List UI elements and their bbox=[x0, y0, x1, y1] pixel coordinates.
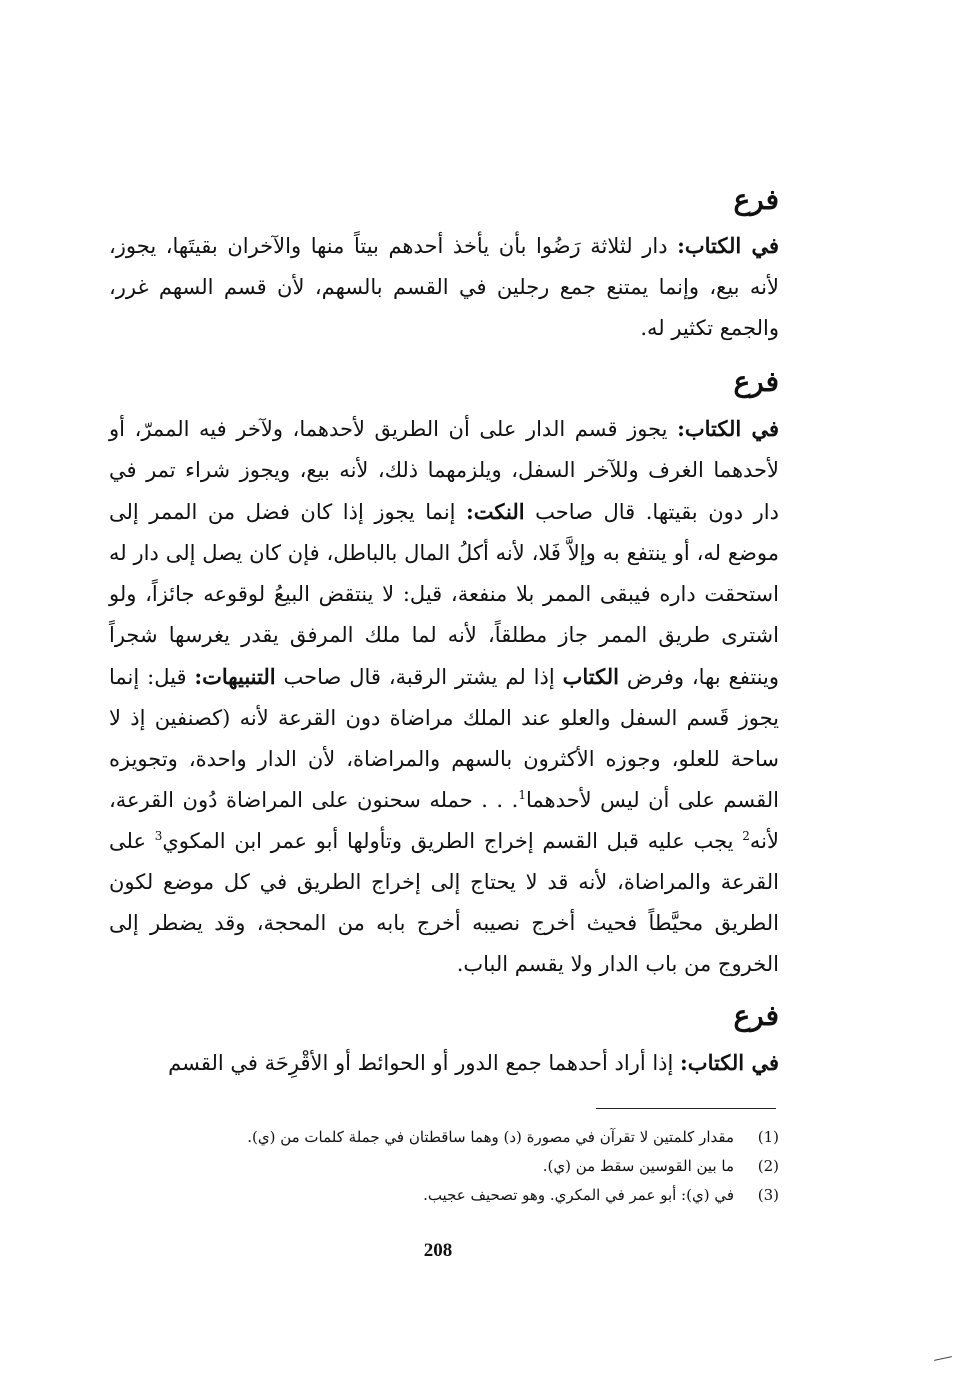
paragraph-text: إنما يجوز إذا كان فضل من الممر إلى موضع له، أو ينتفع به وإلاَّ فَلا، لأنه أكلُ المال بالباطل، فإن كان يصل إلى دار له استحقت داره فيبقى الممر بلا منفعة، قيل: لا ينتقض البيعُ لوقوعه جائزاً، ولو اشترى طريق الممر جاز مطلقاً، لأنه لما ملك المرفق يقدر يغرسها شجراً وينتفع بها، وفرض bbox=[109, 500, 779, 689]
paragraph-text: دار لثلاثة رَضُوا بأن يأخذ أحدهم بيتاً منها والآخران بقيتَها، يجوز، لأنه بيع، وإنما يمتنع جمع رجلين في القسم بالسهم، لأن قسم السهم غرر، والجمع تكثير له. bbox=[109, 234, 779, 340]
paragraph-text: يجوز قسم الدار على أن الطريق لأحدهما، ولآخر فيه الممرّ، أو لأحدهما الغرف وللآخر السفل، ويلزمهما ذلك، لأنه بيع، ويجوز شراء تمر في دار دون بقيتها. قال صاحب bbox=[109, 417, 779, 524]
footnote-text: مقدار كلمتين لا تقرآن في مصورة (د) وهما ساقطتان في جملة كلمات من (ي). bbox=[247, 1128, 734, 1146]
cited-work: التنبيهات: bbox=[194, 664, 276, 689]
footnote-number: (2) bbox=[757, 1157, 779, 1175]
paragraph-text: على القرعة والمراضاة، لأنه قد لا يحتاج إلى إخراج الطريق في كل موضع لكون الطريق محيَّطاً فحيث أخرج نصيبه أخرج بابه من المحجة، وقد يضطر إلى الخروج من باب الدار ولا يقسم الباب. bbox=[109, 829, 779, 976]
section-heading: فرع bbox=[733, 999, 779, 1032]
footnote-divider bbox=[596, 1108, 776, 1109]
page-number: 208 bbox=[423, 1240, 453, 1261]
paragraph bbox=[109, 225, 779, 349]
footnote-number: (1) bbox=[757, 1128, 779, 1146]
paragraph-text: . . . حمله سحنون على المراضاة دُون القرعة، لأنه bbox=[109, 788, 779, 853]
scan-mark bbox=[934, 1356, 952, 1361]
paragraph-text: إذا أراد أحدهما جمع الدور أو الحوائط أو الأقْرِحَة في القسم bbox=[168, 1051, 681, 1075]
paragraph-lead: في الكتاب: bbox=[677, 233, 779, 258]
footnote bbox=[139, 1181, 779, 1210]
cited-work: الكتاب bbox=[562, 664, 619, 689]
paragraph bbox=[109, 408, 779, 985]
footnote bbox=[139, 1123, 779, 1152]
footnote-text: في (ي): أبو عمر في المكري. وهو تصحيف عجيب. bbox=[423, 1186, 734, 1204]
paragraph-text: قيل: إنما يجوز قَسم السفل والعلو عند الملك مراضاة دون القرعة لأنه (كصنفين إذ لا ساحة للعلو، وجوزه الأكثرون بالسهم والمراضاة، لأن الدار واحدة، وتجويزه القسم على أن ليس لأحدهما bbox=[109, 665, 779, 812]
footnote-ref: 1 bbox=[518, 788, 526, 802]
footnote-number: (3) bbox=[757, 1186, 779, 1204]
footnote-text: ما بين القوسين سقط من (ي). bbox=[542, 1157, 734, 1175]
footnote-ref: 3 bbox=[154, 829, 163, 843]
paragraph-text: إذا لم يشتر الرقبة، قال صاحب bbox=[275, 665, 563, 689]
section-heading: فرع bbox=[733, 183, 779, 216]
paragraph bbox=[109, 1042, 779, 1084]
paragraph-lead: في الكتاب: bbox=[680, 1050, 779, 1075]
footnote bbox=[139, 1152, 779, 1181]
section-heading: فرع bbox=[733, 365, 779, 398]
footnotes bbox=[139, 1123, 779, 1210]
cited-work: النكت: bbox=[466, 499, 525, 524]
footnote-ref: 2 bbox=[742, 829, 750, 843]
paragraph-lead: في الكتاب: bbox=[677, 416, 779, 441]
paragraph-text: يجب عليه قبل القسم إخراج الطريق وتأولها أبو عمر ابن المكوي bbox=[162, 829, 743, 853]
